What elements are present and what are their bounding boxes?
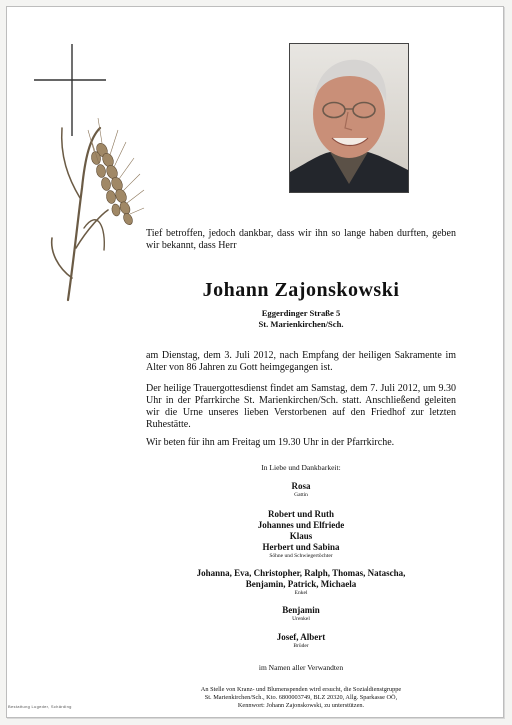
printer-imprint: Bestattung Lugeder, Schärding — [8, 704, 72, 709]
portrait-image — [290, 44, 408, 192]
relatives-note: im Namen aller Verwandten — [258, 663, 344, 672]
mourner-name: Benjamin — [282, 605, 320, 615]
mourner-name: Robert und Ruth — [267, 509, 334, 519]
mourner-relation: Söhne und Schwiegertöchter — [269, 553, 333, 559]
mourner-name: Johannes und Elfriede — [257, 520, 345, 530]
deceased-name: Johann Zajonskowski — [202, 279, 400, 301]
donation-note: An Stelle von Kranz- und Blumenspenden wird ersucht, die Sozialdienstgruppe — [200, 686, 402, 693]
portrait-photo — [289, 43, 409, 193]
address-town: St. Marienkirchen/Sch. — [258, 319, 344, 329]
mourner-relation: Enkel — [294, 590, 308, 596]
mourner-name: Johanna, Eva, Christopher, Ralph, Thomas, Natascha, — [196, 568, 406, 578]
mourner-relation: Gattin — [294, 492, 308, 498]
mourners-intro: In Liebe und Dankbarkeit: — [261, 463, 341, 472]
cross-icon — [34, 44, 106, 136]
prayer-paragraph: Wir beten für ihn am Freitag um 19.30 Uhr in der Pfarrkirche. — [146, 437, 395, 448]
mourner-name: Rosa — [291, 481, 311, 491]
mourner-relation: Brüder — [293, 643, 309, 649]
funeral-service-paragraph: Der heilige Trauergottesdienst findet am Samstag, dem 7. Juli 2012, um 9.30 Uhr in der Pfarrkirche St. Marienkirchen/Sch. statt. Anschließend geleiten wir die Urne unseres lieben Verstorbenen auf den Friedhof zur letzten Ruhestätte. — [146, 383, 456, 430]
donation-note: St. Marienkirchen/Sch., Kto. 6800003749, BLZ 20320, Allg. Sparkasse OÖ, — [204, 694, 398, 701]
wheat-ear-icon — [90, 142, 134, 227]
intro-text: Tief betroffen, jedoch dankbar, dass wir ihn so lange haben durften, geben wir bekannt, dass Herr — [146, 228, 456, 251]
death-notice-paragraph: am Dienstag, dem 3. Juli 2012, nach Empfang der heiligen Sakramente im Alter von 86 Jahren zu Gott heimgegangen ist. — [146, 350, 456, 373]
cross-wheat-illustration — [28, 38, 148, 308]
mourner-name: Benjamin, Patrick, Michaela — [245, 579, 357, 589]
address-street: Eggerdinger Straße 5 — [261, 308, 341, 318]
donation-note: Kennwort: Johann Zajonskowski, zu unterstützen. — [237, 702, 365, 709]
mourner-name: Josef, Albert — [276, 632, 326, 642]
mourner-name: Klaus — [289, 531, 313, 541]
mourner-name: Herbert und Sabina — [262, 542, 340, 552]
mourner-relation: Urenkel — [292, 616, 310, 622]
